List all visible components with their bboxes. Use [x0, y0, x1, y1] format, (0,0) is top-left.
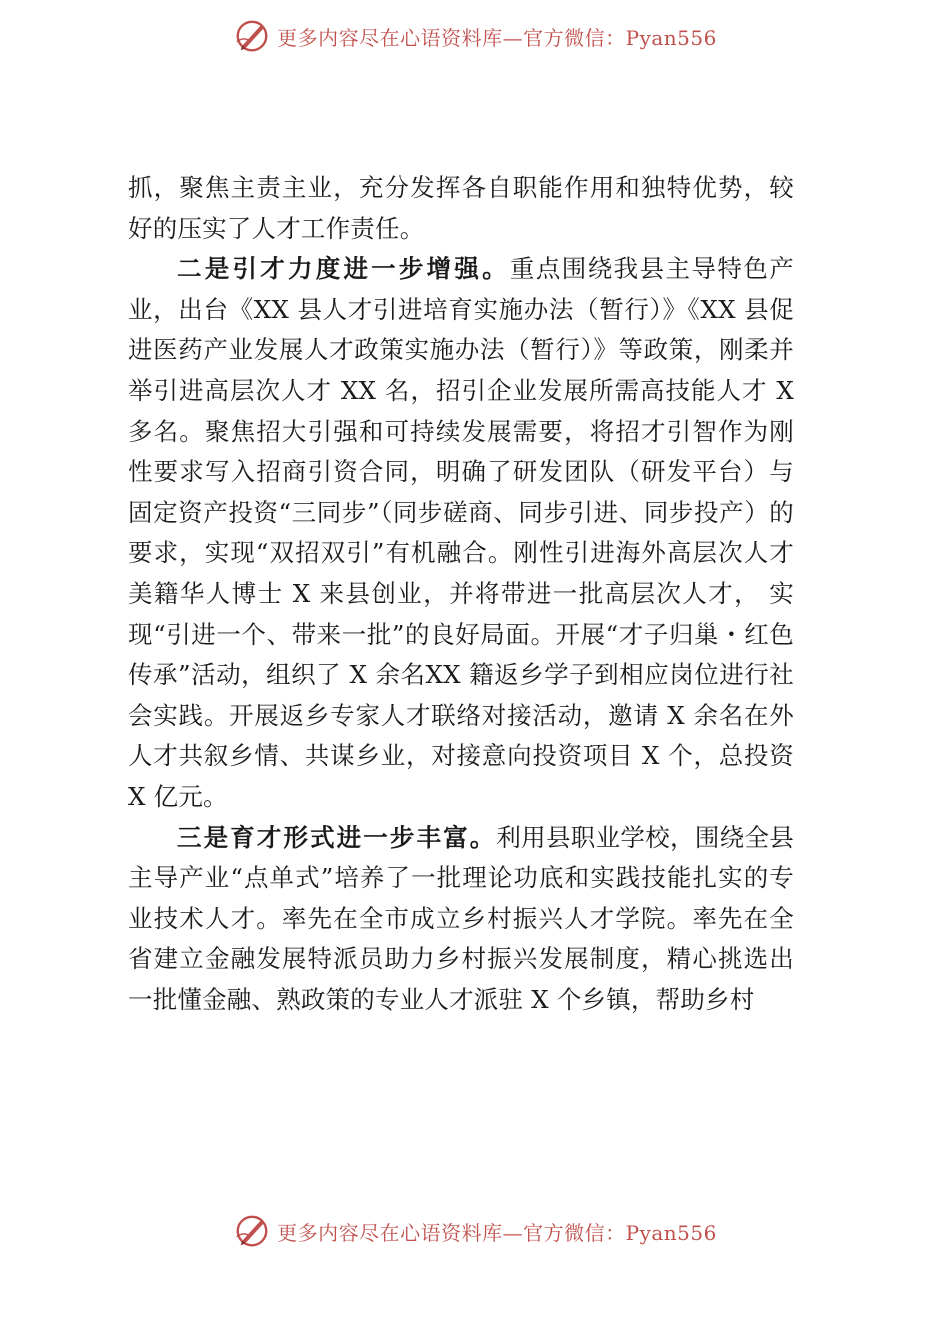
paragraph-talent-recruitment — [128, 249, 794, 817]
paragraph-body: 抓，聚焦主责主业，充分发挥各自职能作用和独特优势，较好的压实了人才工作责任。 — [128, 173, 794, 243]
paragraph-talent-cultivation — [128, 818, 794, 1021]
paragraph-body: 利用县职业学校，围绕全县主导产业“点单式”培养了一批理论功底和实践技能扎实的专业技术人才。率先在全市成立乡村振兴人才学院。率先在全省建立金融发展特派员助力乡村振兴发展制度，精心挑选出一批懂金融、熟政策的专业人才派驻 X 个乡镇，帮助乡村 — [128, 822, 794, 1014]
paragraph-body: 重点围绕我县主导特色产业，出台《XX 县人才引进培育实施办法（暂行）》《XX 县促进医药产业发展人才政策实施办法（暂行）》等政策，刚柔并举引进高层次人才 XX 名，招引企业发展所需高技能人才 X 多名。聚焦招大引强和可持续发展需要，将招才引智作为刚性要求写入招商引资合同，明确了研发团队（研发平台）与固定资产投资“三同步”（同步磋商、同步引进、同步投产）的要求，实现“双招双引”有机融合。刚性引进海外高层次人才美籍华人博士 X 来县创业，并将带进一批高层次人才， 实现“引进一个、带来一批”的良好局面。开展“才子归巢・红色传承”活动，组织了 X 余名XX 籍返乡学子到相应岗位进行社会实践。开展返乡专家人才联络对接活动，邀请 X 余名在外人才共叙乡情、共谋乡业，对接意向投资项目 X 个，总投资 X 亿元。 — [128, 254, 794, 811]
document-body — [128, 168, 794, 1020]
footer-banner — [0, 1209, 950, 1253]
paragraph-lead-heading: 三是育才形式进一步丰富。 — [177, 822, 497, 852]
pen-logo-icon — [233, 17, 271, 55]
header-banner-text: 更多内容尽在心语资料库—官方微信：Pyan556 — [277, 25, 717, 50]
paragraph-lead-heading: 二是引才力度进一步增强。 — [177, 254, 510, 284]
header-banner — [0, 14, 950, 58]
pen-logo-icon — [233, 1212, 271, 1250]
footer-banner-text: 更多内容尽在心语资料库—官方微信：Pyan556 — [277, 1220, 717, 1245]
paragraph-continuation — [128, 168, 794, 249]
